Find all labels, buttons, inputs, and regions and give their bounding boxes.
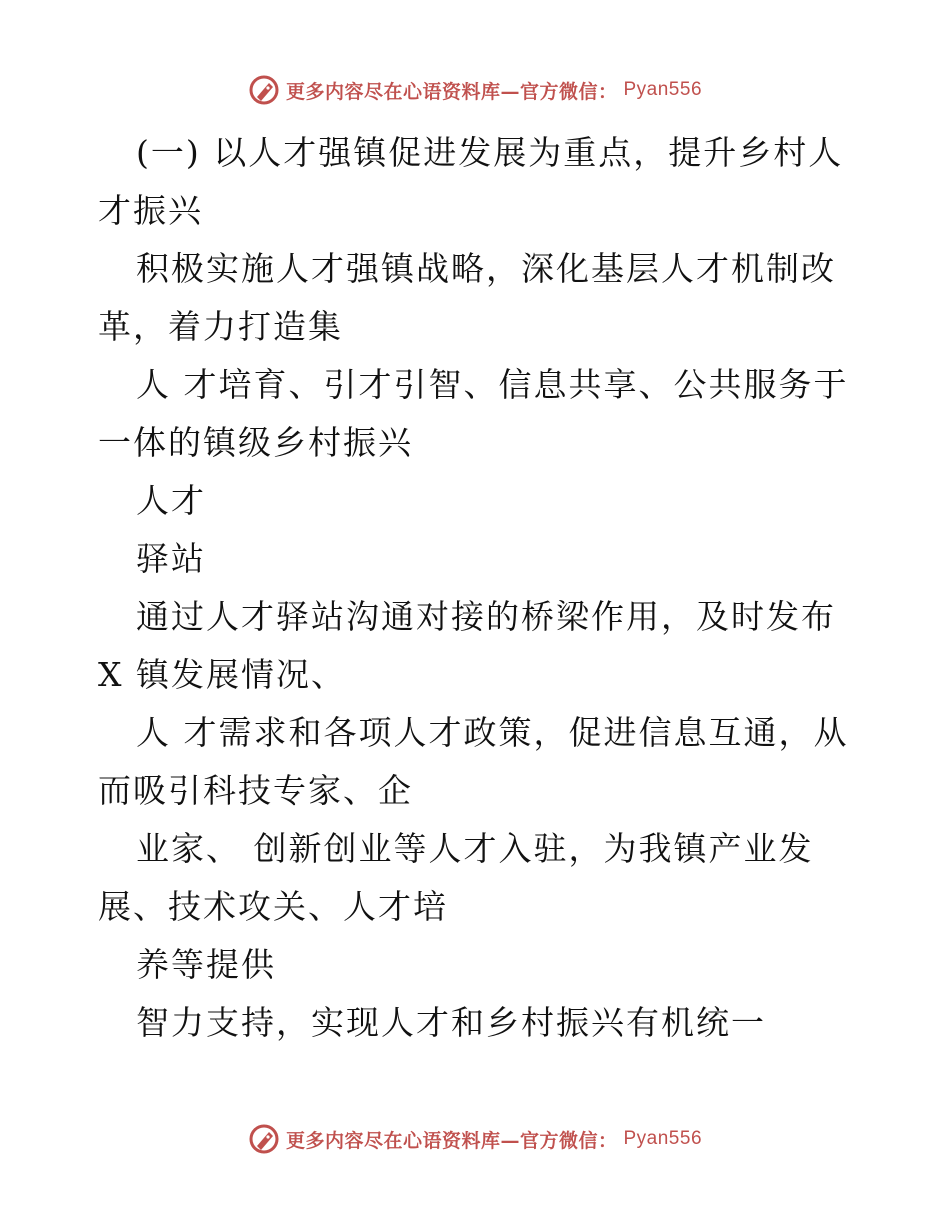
watermark-text: 更多内容尽在心语资料库—官方微信： <box>285 80 618 103</box>
paragraph: 养等提供 <box>136 945 276 984</box>
footer-watermark <box>0 1123 950 1155</box>
paragraph: 积极实施人才强镇战略，深化基层人才机制改革，着力打造集 <box>98 249 836 346</box>
paragraph: 人 才培育、引才引智、信息共享、公共服务于一体的镇级乡村振兴 <box>98 365 849 462</box>
paragraph: 人才 <box>136 481 206 520</box>
paragraph: 通过人才驿站沟通对接的桥梁作用，及时发布 X 镇发展情况、 <box>98 597 836 694</box>
watermark-wechat-id: Pyan556 <box>623 79 703 100</box>
header-watermark <box>0 74 950 106</box>
paragraph: 驿站 <box>136 539 206 578</box>
watermark-text: 更多内容尽在心语资料库—官方微信： <box>285 1129 618 1152</box>
pen-nib-logo-icon <box>248 74 280 106</box>
section-heading: (一) 以人才强镇促进发展为重点，提升乡村人才振兴 <box>98 133 844 230</box>
document-body <box>98 124 858 1052</box>
pen-nib-logo-icon <box>248 1123 280 1155</box>
paragraph: 业家、 创新创业等人才入驻，为我镇产业发展、技术攻关、人才培 <box>98 829 814 926</box>
paragraph: 智力支持，实现人才和乡村振兴有机统一 <box>136 1003 766 1042</box>
paragraph: 人 才需求和各项人才政策，促进信息互通，从而吸引科技专家、企 <box>98 713 849 810</box>
watermark-wechat-id: Pyan556 <box>623 1128 703 1149</box>
